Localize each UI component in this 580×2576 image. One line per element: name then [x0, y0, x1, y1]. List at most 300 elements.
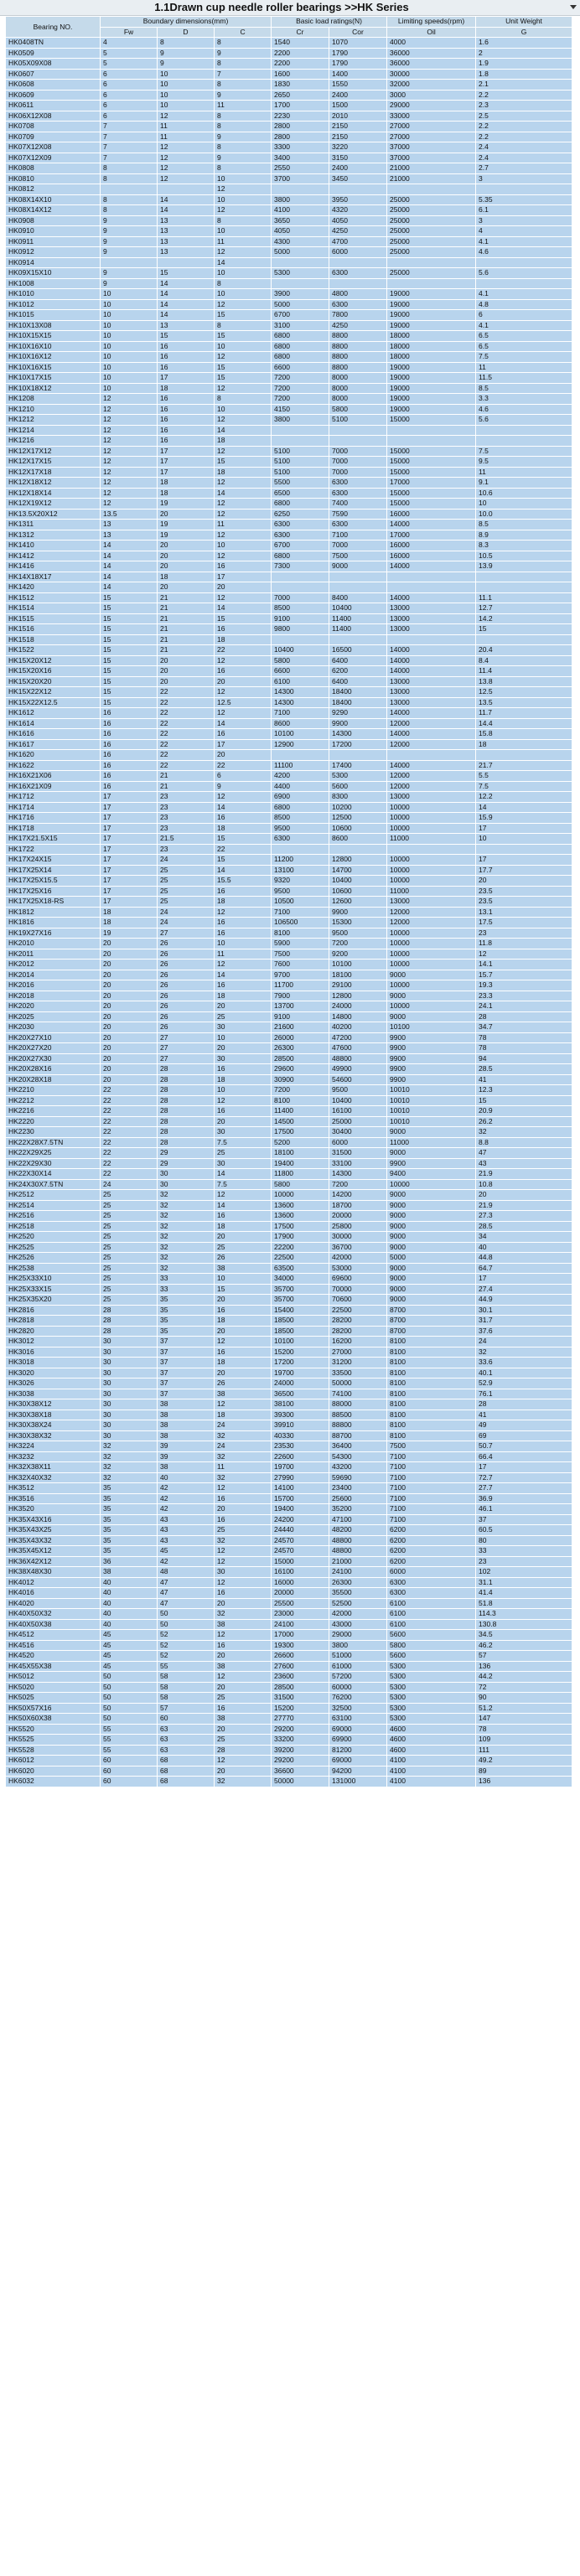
weight-cell: 72.7	[476, 1472, 572, 1483]
bearing-no-cell: HK10X18X12	[6, 383, 101, 394]
cor-cell: 28200	[329, 1316, 387, 1327]
bearing-no-cell: HK2230	[6, 1127, 101, 1138]
d-cell: 9	[158, 59, 215, 70]
oil-speed-cell	[387, 582, 476, 593]
c-cell: 20	[215, 582, 272, 593]
table-row	[6, 855, 572, 866]
cor-cell: 5300	[329, 771, 387, 782]
table-row	[6, 488, 572, 499]
oil-speed-cell: 10000	[387, 802, 476, 813]
fw-cell: 20	[101, 970, 158, 980]
d-cell: 20	[158, 676, 215, 687]
cr-cell: 5800	[272, 655, 329, 666]
table-row	[6, 708, 572, 719]
cor-cell: 7000	[329, 541, 387, 551]
d-cell: 21	[158, 592, 215, 603]
d-cell: 33	[158, 1274, 215, 1285]
cor-cell: 57200	[329, 1672, 387, 1683]
cor-cell: 131000	[329, 1777, 387, 1787]
d-cell: 28	[158, 1085, 215, 1096]
cor-cell: 14700	[329, 865, 387, 876]
c-cell: 10	[215, 289, 272, 300]
fw-cell: 45	[101, 1640, 158, 1651]
bearing-no-cell: HK07X12X09	[6, 153, 101, 163]
c-cell: 16	[215, 918, 272, 928]
oil-speed-cell: 12000	[387, 907, 476, 918]
table-row	[6, 1106, 572, 1117]
table-row	[6, 1389, 572, 1399]
bearing-no-cell: HK2020	[6, 1001, 101, 1012]
oil-speed-cell: 5300	[387, 1714, 476, 1725]
table-row	[6, 1651, 572, 1662]
cr-cell	[272, 844, 329, 855]
weight-cell: 34.7	[476, 1022, 572, 1033]
table-row	[6, 247, 572, 258]
cor-cell: 74100	[329, 1389, 387, 1399]
header-oil: Oil	[387, 27, 476, 38]
d-cell: 32	[158, 1190, 215, 1201]
d-cell: 12	[158, 163, 215, 174]
fw-cell: 25	[101, 1200, 158, 1211]
oil-speed-cell: 9000	[387, 1284, 476, 1295]
bearing-no-cell: HK4520	[6, 1651, 101, 1662]
fw-cell: 22	[101, 1148, 158, 1159]
weight-cell: 37.6	[476, 1326, 572, 1337]
oil-speed-cell: 13000	[387, 697, 476, 708]
c-cell: 12	[215, 1556, 272, 1567]
fw-cell: 25	[101, 1253, 158, 1264]
bearing-no-cell: HK40X50X38	[6, 1619, 101, 1630]
table-header	[6, 17, 572, 38]
cr-cell: 22600	[272, 1451, 329, 1462]
c-cell: 14	[215, 425, 272, 436]
bearing-no-cell: HK2816	[6, 1305, 101, 1316]
fw-cell: 4	[101, 38, 158, 49]
bearing-no-cell: HK1412	[6, 551, 101, 561]
cr-cell: 1700	[272, 101, 329, 111]
header-basic-load-ratings: Basic load ratings(N)	[272, 17, 387, 28]
weight-cell: 4.1	[476, 320, 572, 331]
cr-cell: 5500	[272, 478, 329, 489]
bearing-no-cell: HK50X57X16	[6, 1703, 101, 1714]
cr-cell: 6800	[272, 499, 329, 510]
c-cell: 20	[215, 676, 272, 687]
weight-cell: 136	[476, 1777, 572, 1787]
fw-cell: 60	[101, 1766, 158, 1777]
table-row	[6, 1095, 572, 1106]
cor-cell: 18400	[329, 697, 387, 708]
weight-cell: 28.5	[476, 1064, 572, 1075]
table-row	[6, 404, 572, 415]
weight-cell: 15	[476, 1095, 572, 1106]
cor-cell: 48800	[329, 1053, 387, 1064]
table-row	[6, 59, 572, 70]
c-cell: 16	[215, 561, 272, 572]
cr-cell: 19300	[272, 1640, 329, 1651]
oil-speed-cell: 17000	[387, 478, 476, 489]
cr-cell: 10000	[272, 1190, 329, 1201]
oil-speed-cell: 6200	[387, 1535, 476, 1546]
d-cell: 20	[158, 666, 215, 677]
cr-cell: 18100	[272, 1148, 329, 1159]
c-cell: 15	[215, 613, 272, 624]
bearing-no-cell: HK0607	[6, 69, 101, 80]
fw-cell: 55	[101, 1724, 158, 1735]
fw-cell: 25	[101, 1221, 158, 1232]
fw-cell: 17	[101, 823, 158, 834]
d-cell: 28	[158, 1116, 215, 1127]
cor-cell: 27000	[329, 1347, 387, 1358]
cr-cell: 13600	[272, 1200, 329, 1211]
cr-cell: 8600	[272, 718, 329, 729]
table-row	[6, 153, 572, 163]
cor-cell: 10600	[329, 886, 387, 897]
table-row	[6, 1609, 572, 1620]
weight-cell: 76.1	[476, 1389, 572, 1399]
oil-speed-cell: 14000	[387, 760, 476, 771]
c-cell: 22	[215, 844, 272, 855]
oil-speed-cell: 11000	[387, 1137, 476, 1148]
d-cell: 63	[158, 1724, 215, 1735]
bearing-no-cell: HK10X17X15	[6, 373, 101, 384]
oil-speed-cell: 10000	[387, 939, 476, 949]
cor-cell: 43000	[329, 1619, 387, 1630]
table-row	[6, 1368, 572, 1379]
c-cell: 30	[215, 1127, 272, 1138]
cr-cell: 6800	[272, 551, 329, 561]
oil-speed-cell: 4600	[387, 1724, 476, 1735]
cr-cell: 31500	[272, 1693, 329, 1704]
cor-cell: 47600	[329, 1043, 387, 1054]
bearing-no-cell: HK2525	[6, 1242, 101, 1253]
weight-cell: 40	[476, 1242, 572, 1253]
weight-cell: 31.7	[476, 1316, 572, 1327]
table-row	[6, 1504, 572, 1515]
d-cell: 50	[158, 1619, 215, 1630]
bearing-no-cell: HK0911	[6, 236, 101, 247]
weight-cell: 2.5	[476, 111, 572, 122]
c-cell: 12	[215, 1095, 272, 1106]
cor-cell: 42000	[329, 1609, 387, 1620]
d-cell: 35	[158, 1305, 215, 1316]
weight-cell: 11.8	[476, 939, 572, 949]
cor-cell: 6300	[329, 478, 387, 489]
c-cell: 38	[215, 1263, 272, 1274]
bearing-no-cell: HK35X43X32	[6, 1535, 101, 1546]
oil-speed-cell: 8100	[387, 1337, 476, 1347]
cr-cell: 11400	[272, 1106, 329, 1117]
fw-cell: 50	[101, 1693, 158, 1704]
cr-cell: 9500	[272, 886, 329, 897]
bearing-no-cell: HK3012	[6, 1337, 101, 1347]
table-row	[6, 1274, 572, 1285]
weight-cell: 8.8	[476, 1137, 572, 1148]
d-cell: 18	[158, 488, 215, 499]
d-cell: 38	[158, 1420, 215, 1431]
c-cell: 16	[215, 1064, 272, 1075]
scroll-down-arrow-icon[interactable]	[570, 5, 577, 9]
weight-cell: 11.4	[476, 666, 572, 677]
cor-cell: 10600	[329, 823, 387, 834]
weight-cell: 5.6	[476, 415, 572, 426]
fw-cell: 9	[101, 226, 158, 237]
c-cell: 20	[215, 1682, 272, 1693]
table-row	[6, 278, 572, 289]
bearing-no-cell: HK2011	[6, 949, 101, 960]
d-cell: 25	[158, 886, 215, 897]
cr-cell: 7900	[272, 991, 329, 1001]
cor-cell: 2150	[329, 132, 387, 142]
oil-speed-cell: 16000	[387, 541, 476, 551]
oil-speed-cell: 4600	[387, 1735, 476, 1746]
cor-cell: 50000	[329, 1379, 387, 1389]
oil-speed-cell: 25000	[387, 205, 476, 216]
bearing-no-cell: HK0611	[6, 101, 101, 111]
fw-cell: 25	[101, 1295, 158, 1306]
cor-cell: 9000	[329, 561, 387, 572]
header-cr: Cr	[272, 27, 329, 38]
d-cell: 40	[158, 1472, 215, 1483]
table-row	[6, 645, 572, 656]
table-row	[6, 1703, 572, 1714]
fw-cell: 14	[101, 541, 158, 551]
c-cell: 18	[215, 897, 272, 908]
cr-cell: 17200	[272, 1358, 329, 1368]
fw-cell: 10	[101, 362, 158, 373]
oil-speed-cell: 9900	[387, 1053, 476, 1064]
table-row	[6, 352, 572, 363]
header-boundary-dimensions: Boundary dimensions(mm)	[101, 17, 272, 28]
table-row	[6, 1693, 572, 1704]
bearing-no-cell: HK1622	[6, 760, 101, 771]
oil-speed-cell: 14000	[387, 655, 476, 666]
bearing-no-cell: HK2820	[6, 1326, 101, 1337]
fw-cell: 35	[101, 1493, 158, 1504]
c-cell: 18	[215, 467, 272, 478]
fw-cell: 6	[101, 80, 158, 91]
cor-cell: 24000	[329, 1001, 387, 1012]
oil-speed-cell: 6100	[387, 1609, 476, 1620]
weight-cell: 28.5	[476, 1221, 572, 1232]
weight-cell: 12.5	[476, 687, 572, 698]
weight-cell: 46.1	[476, 1504, 572, 1515]
d-cell: 32	[158, 1232, 215, 1243]
fw-cell: 12	[101, 425, 158, 436]
table-row	[6, 1766, 572, 1777]
c-cell: 16	[215, 813, 272, 824]
c-cell: 12	[215, 551, 272, 561]
fw-cell: 20	[101, 1001, 158, 1012]
fw-cell: 20	[101, 991, 158, 1001]
weight-cell: 2.2	[476, 132, 572, 142]
cor-cell: 18400	[329, 687, 387, 698]
weight-cell	[476, 750, 572, 761]
bearing-no-cell: HK10X16X12	[6, 352, 101, 363]
d-cell: 26	[158, 1022, 215, 1033]
d-cell: 60	[158, 1714, 215, 1725]
weight-cell: 20.9	[476, 1106, 572, 1117]
cr-cell: 3100	[272, 320, 329, 331]
bearing-no-cell: HK1512	[6, 592, 101, 603]
cr-cell: 63500	[272, 1263, 329, 1274]
table-row	[6, 1682, 572, 1693]
d-cell: 29	[158, 1148, 215, 1159]
table-row	[6, 236, 572, 247]
cr-cell: 6800	[272, 352, 329, 363]
title-bar	[0, 0, 580, 16]
oil-speed-cell: 10000	[387, 876, 476, 887]
d-cell: 50	[158, 1609, 215, 1620]
d-cell: 22	[158, 729, 215, 740]
weight-cell: 147	[476, 1714, 572, 1725]
cor-cell: 16500	[329, 645, 387, 656]
weight-cell: 27.4	[476, 1284, 572, 1295]
weight-cell: 44.8	[476, 1253, 572, 1264]
c-cell: 15	[215, 373, 272, 384]
c-cell: 12	[215, 792, 272, 803]
table-row	[6, 205, 572, 216]
fw-cell: 20	[101, 1022, 158, 1033]
d-cell: 16	[158, 352, 215, 363]
cor-cell: 7200	[329, 1179, 387, 1190]
fw-cell: 25	[101, 1232, 158, 1243]
cr-cell: 24570	[272, 1546, 329, 1557]
cr-cell: 16000	[272, 1577, 329, 1588]
d-cell: 22	[158, 687, 215, 698]
d-cell: 17	[158, 467, 215, 478]
fw-cell: 13	[101, 520, 158, 530]
oil-speed-cell: 4100	[387, 1756, 476, 1766]
cr-cell: 4100	[272, 205, 329, 216]
table-row	[6, 1598, 572, 1609]
c-cell: 15	[215, 457, 272, 468]
cr-cell: 15000	[272, 1556, 329, 1567]
d-cell: 37	[158, 1358, 215, 1368]
bearing-no-cell: HK12X17X15	[6, 457, 101, 468]
fw-cell: 15	[101, 697, 158, 708]
bearing-no-cell: HK5025	[6, 1693, 101, 1704]
weight-cell: 12.7	[476, 603, 572, 614]
cor-cell: 14300	[329, 729, 387, 740]
table-row	[6, 1326, 572, 1337]
c-cell: 30	[215, 1022, 272, 1033]
bearing-no-cell: HK1015	[6, 310, 101, 321]
bearing-no-cell: HK20X27X30	[6, 1053, 101, 1064]
oil-speed-cell: 9000	[387, 1295, 476, 1306]
d-cell: 32	[158, 1200, 215, 1211]
c-cell: 8	[215, 163, 272, 174]
cr-cell: 6300	[272, 834, 329, 845]
fw-cell: 50	[101, 1714, 158, 1725]
table-row	[6, 834, 572, 845]
fw-cell: 14	[101, 572, 158, 582]
c-cell: 28	[215, 1745, 272, 1756]
d-cell: 28	[158, 1127, 215, 1138]
cr-cell: 34000	[272, 1274, 329, 1285]
weight-cell: 27.3	[476, 1211, 572, 1222]
table-row	[6, 499, 572, 510]
d-cell: 13	[158, 226, 215, 237]
table-row	[6, 1284, 572, 1295]
c-cell: 14	[215, 718, 272, 729]
table-row	[6, 1001, 572, 1012]
cr-cell: 24570	[272, 1535, 329, 1546]
weight-cell: 80	[476, 1535, 572, 1546]
table-row	[6, 1514, 572, 1525]
oil-speed-cell: 36000	[387, 48, 476, 59]
d-cell: 8	[158, 38, 215, 49]
table-row	[6, 478, 572, 489]
weight-cell: 10.8	[476, 1179, 572, 1190]
cr-cell: 9320	[272, 876, 329, 887]
fw-cell: 16	[101, 781, 158, 792]
weight-cell: 40.1	[476, 1368, 572, 1379]
table-row	[6, 1745, 572, 1756]
cor-cell: 3800	[329, 1640, 387, 1651]
c-cell: 12.5	[215, 697, 272, 708]
cor-cell: 10400	[329, 1095, 387, 1106]
table-row	[6, 520, 572, 530]
weight-cell: 12.3	[476, 1085, 572, 1096]
cor-cell: 42000	[329, 1253, 387, 1264]
cor-cell: 29000	[329, 1630, 387, 1641]
d-cell: 19	[158, 530, 215, 541]
bearing-no-cell: HK40X50X32	[6, 1609, 101, 1620]
header-d: D	[158, 27, 215, 38]
bearing-no-cell: HK10X15X15	[6, 331, 101, 342]
oil-speed-cell: 14000	[387, 561, 476, 572]
d-cell: 22	[158, 697, 215, 708]
oil-speed-cell: 19000	[387, 320, 476, 331]
weight-cell: 13.5	[476, 697, 572, 708]
fw-cell: 35	[101, 1525, 158, 1536]
table-row	[6, 1714, 572, 1725]
oil-speed-cell: 6100	[387, 1598, 476, 1609]
c-cell: 15	[215, 331, 272, 342]
cr-cell	[272, 436, 329, 447]
cor-cell: 48800	[329, 1546, 387, 1557]
oil-speed-cell: 10000	[387, 823, 476, 834]
c-cell: 22	[215, 645, 272, 656]
c-cell: 12	[215, 1483, 272, 1494]
oil-speed-cell: 12000	[387, 739, 476, 750]
cr-cell: 19400	[272, 1158, 329, 1169]
table-row	[6, 1337, 572, 1347]
cor-cell	[329, 184, 387, 195]
d-cell: 28	[158, 1074, 215, 1085]
table-body	[6, 38, 572, 1787]
cr-cell: 26600	[272, 1651, 329, 1662]
d-cell: 57	[158, 1703, 215, 1714]
cor-cell: 6200	[329, 666, 387, 677]
table-row	[6, 436, 572, 447]
bearing-no-cell: HK2818	[6, 1316, 101, 1327]
oil-speed-cell: 9900	[387, 1043, 476, 1054]
cr-cell: 6700	[272, 541, 329, 551]
bearing-no-cell: HK4512	[6, 1630, 101, 1641]
table-row	[6, 1305, 572, 1316]
cor-cell: 6300	[329, 520, 387, 530]
cr-cell: 14300	[272, 687, 329, 698]
bearing-no-cell: HK4020	[6, 1598, 101, 1609]
weight-cell: 37	[476, 1514, 572, 1525]
weight-cell: 17.7	[476, 865, 572, 876]
cr-cell: 5900	[272, 939, 329, 949]
d-cell: 22	[158, 718, 215, 729]
cor-cell: 14300	[329, 1169, 387, 1180]
bearing-no-cell: HK17X25X18-RS	[6, 897, 101, 908]
table-row	[6, 541, 572, 551]
